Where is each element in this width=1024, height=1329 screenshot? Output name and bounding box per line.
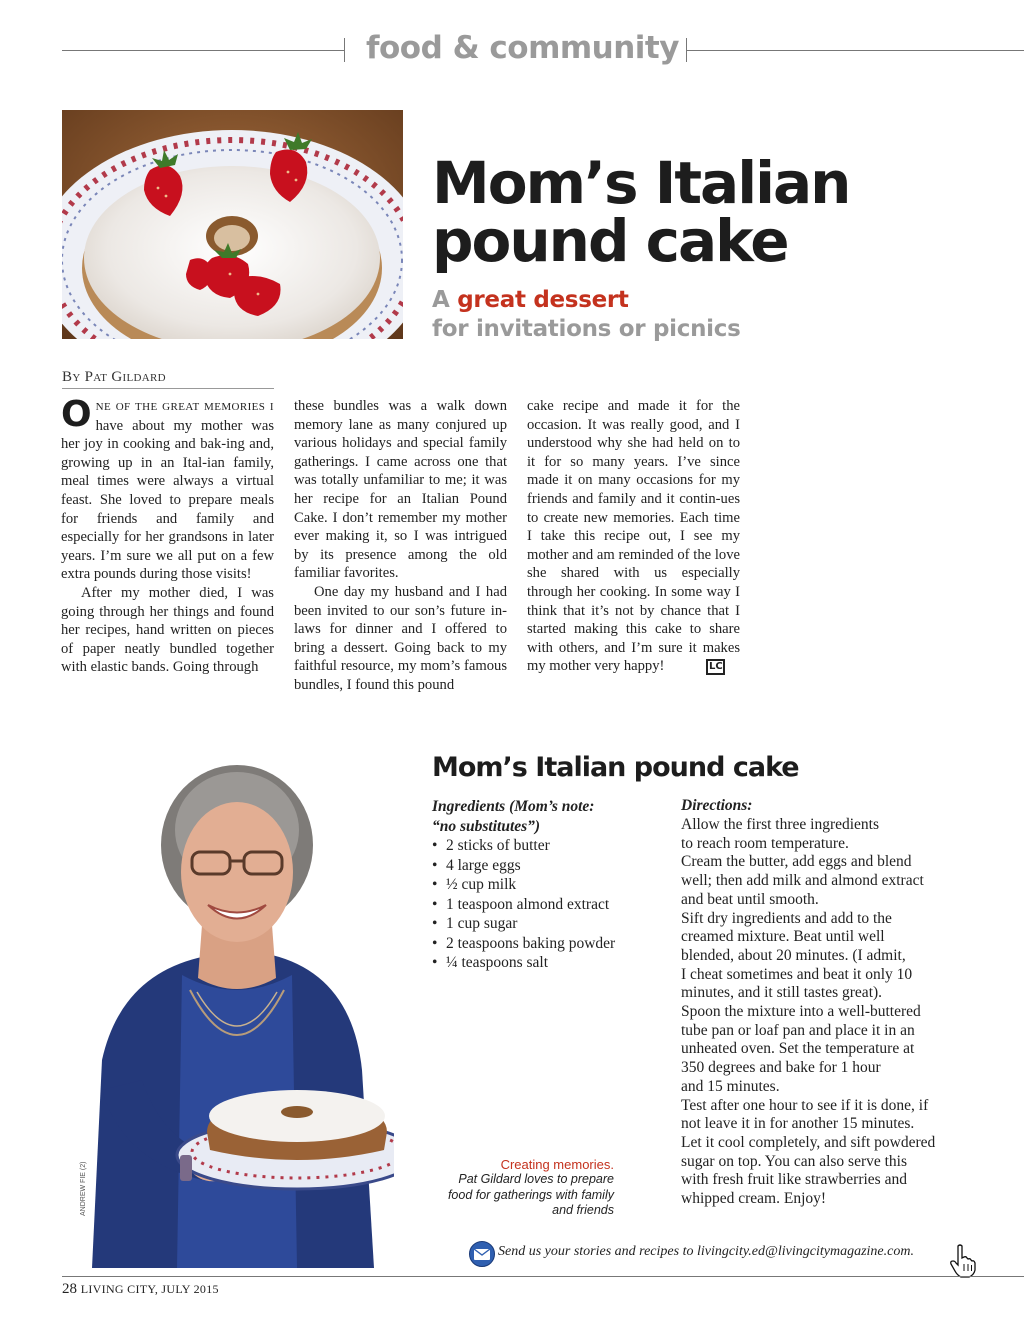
recipe-title: Mom’s Italian pound cake bbox=[432, 752, 799, 783]
directions-line: minutes, and it still tastes great). bbox=[681, 984, 883, 1002]
ingredient-item: • 2 teaspoons baking powder bbox=[432, 934, 662, 954]
ingredient-item: • ¼ teaspoons salt bbox=[432, 953, 662, 973]
byline-rule bbox=[62, 388, 274, 389]
headline-line-1: Mom’s Italian bbox=[432, 149, 850, 217]
directions-text bbox=[681, 816, 971, 1209]
mail-icon[interactable] bbox=[468, 1241, 496, 1267]
photo-caption-title: Creating memories. bbox=[500, 1157, 614, 1172]
directions-line: Spoon the mixture into a well-buttered bbox=[681, 1003, 921, 1021]
page-folio bbox=[62, 1281, 219, 1298]
directions-line: with fresh fruit like strawberries and bbox=[681, 1171, 907, 1189]
section-title: food & community bbox=[366, 30, 679, 66]
article-column-3 bbox=[527, 397, 740, 676]
directions-line: well; then add milk and almond extract bbox=[681, 872, 924, 890]
subheadline bbox=[432, 286, 992, 344]
directions-line: and 15 minutes. bbox=[681, 1077, 780, 1095]
ingredient-item: • 1 teaspoon almond extract bbox=[432, 895, 662, 915]
ingredients-heading-line-2: “no substitutes”) bbox=[432, 817, 541, 835]
ingredient-item: • 4 large eggs bbox=[432, 856, 662, 876]
section-rule-right bbox=[686, 50, 1024, 51]
directions-line: sugar on top. You can also serve this bbox=[681, 1152, 908, 1170]
headline bbox=[432, 149, 992, 275]
paragraph-text: cake recipe and made it for the occasion. It was really good, and I understood why she had held on to it for so many years. I’ve since made it on many occasions for my friends and family and it contin-ues to create new memories. Each time I take this recipe out, I see my mother and am reminded of the love she shared with us especially through her cooking. In some way I think that it’s not by chance that I started making this cake to share with others, and I’m sure it makes my mother very happy! bbox=[527, 398, 740, 675]
section-rule-left bbox=[62, 50, 344, 51]
photo-caption-text: Pat Gildard loves to prepare food for gatherings with family and friends bbox=[447, 1172, 614, 1217]
footer-rule bbox=[62, 1276, 1024, 1277]
ingredients-list bbox=[432, 836, 662, 973]
cake-photo bbox=[62, 110, 403, 339]
subheadline-prefix: A bbox=[432, 287, 458, 313]
article-paragraph bbox=[61, 394, 274, 584]
send-stories-link[interactable]: Send us your stories and recipes to livingcity.ed@livingcitymagazine.com. bbox=[498, 1244, 914, 1259]
directions-line: not leave it in for another 15 minutes. bbox=[681, 1115, 915, 1133]
paragraph-text: have about my mother was her joy in cooking and bak-ing and, growing up in an Ital-ian family, meal times were always a virtual feast. She loved to prepare meals for friends and family and especially for her grandsons in later years. I’m sure we all put on a few extra pounds during those visits! bbox=[61, 417, 274, 583]
lead-in-smallcaps: NE OF THE GREAT MEMORIES I bbox=[95, 401, 274, 413]
directions-line: tube pan or loaf pan and place it in an bbox=[681, 1021, 915, 1039]
lc-logo: LC bbox=[706, 659, 725, 675]
directions-line: to reach room temperature. bbox=[681, 834, 849, 852]
article-paragraph: these bundles was a walk down memory lane as many conjured up various holidays and special family gatherings. I came across one that was totally unfamiliar to me; it was her recipe for an Italian Pound Cake. I don’t remember my mother ever making it, so I was intrigued by its presence among the old familiar favorites. bbox=[294, 398, 507, 582]
ingredient-item: • 1 cup sugar bbox=[432, 914, 662, 934]
article-paragraph bbox=[527, 397, 740, 676]
directions-line: whipped cream. Enjoy! bbox=[681, 1190, 827, 1208]
directions-line: Allow the first three ingredients bbox=[681, 816, 880, 833]
subheadline-line-2: for invitations or picnics bbox=[432, 316, 741, 342]
directions-line: I cheat sometimes and beat it only 10 bbox=[681, 965, 913, 983]
ingredients-heading bbox=[432, 797, 662, 836]
ingredient-item: • ½ cup milk bbox=[432, 875, 662, 895]
headline-line-2: pound cake bbox=[432, 207, 788, 275]
directions-line: 350 degrees and bake for 1 hour bbox=[681, 1059, 881, 1077]
directions-line: Let it cool completely, and sift powdered bbox=[681, 1133, 936, 1151]
byline: BY PAT GILDARD bbox=[62, 369, 166, 385]
author-portrait bbox=[62, 760, 394, 1268]
article-column-2 bbox=[294, 397, 507, 695]
directions-line: Sift dry ingredients and add to the bbox=[681, 909, 892, 927]
subheadline-accent: great dessert bbox=[457, 287, 629, 313]
directions-line: and beat until smooth. bbox=[681, 890, 819, 908]
article-paragraph: One day my husband and I had been invited to our son’s future in-laws for dinner and I offered to bring a dessert. Going back to my faithful resource, my mom’s famous bundles, I found this pound bbox=[294, 583, 507, 693]
directions-line: Test after one hour to see if it is done, if bbox=[681, 1096, 929, 1114]
directions-line: Cream the butter, add eggs and blend bbox=[681, 853, 912, 871]
section-tick-left bbox=[344, 38, 345, 62]
directions-heading: Directions: bbox=[681, 797, 753, 814]
subheadline-line-1 bbox=[432, 286, 992, 315]
hand-pointer-icon bbox=[950, 1244, 976, 1278]
publication-date: LIVING CITY, JULY 2015 bbox=[80, 1282, 219, 1296]
drop-cap: O bbox=[61, 394, 92, 435]
directions-line: blended, about 20 minutes. (I admit, bbox=[681, 946, 906, 964]
ingredients-heading-line-1: Ingredients (Mom’s note: bbox=[432, 798, 595, 815]
photo-credit: ANDREW FIE (2) bbox=[80, 1161, 87, 1216]
ingredient-item: • 2 sticks of butter bbox=[432, 836, 662, 856]
directions-line: creamed mixture. Beat until well bbox=[681, 928, 885, 946]
article-paragraph: After my mother died, I was going through her things and found her recipes, hand written on pieces of paper neatly bundled together with elastic bands. Going through bbox=[61, 584, 274, 676]
article-column-1 bbox=[61, 394, 274, 677]
directions-line: unheated oven. Set the temperature at bbox=[681, 1040, 915, 1058]
page-number: 28 bbox=[62, 1281, 77, 1297]
